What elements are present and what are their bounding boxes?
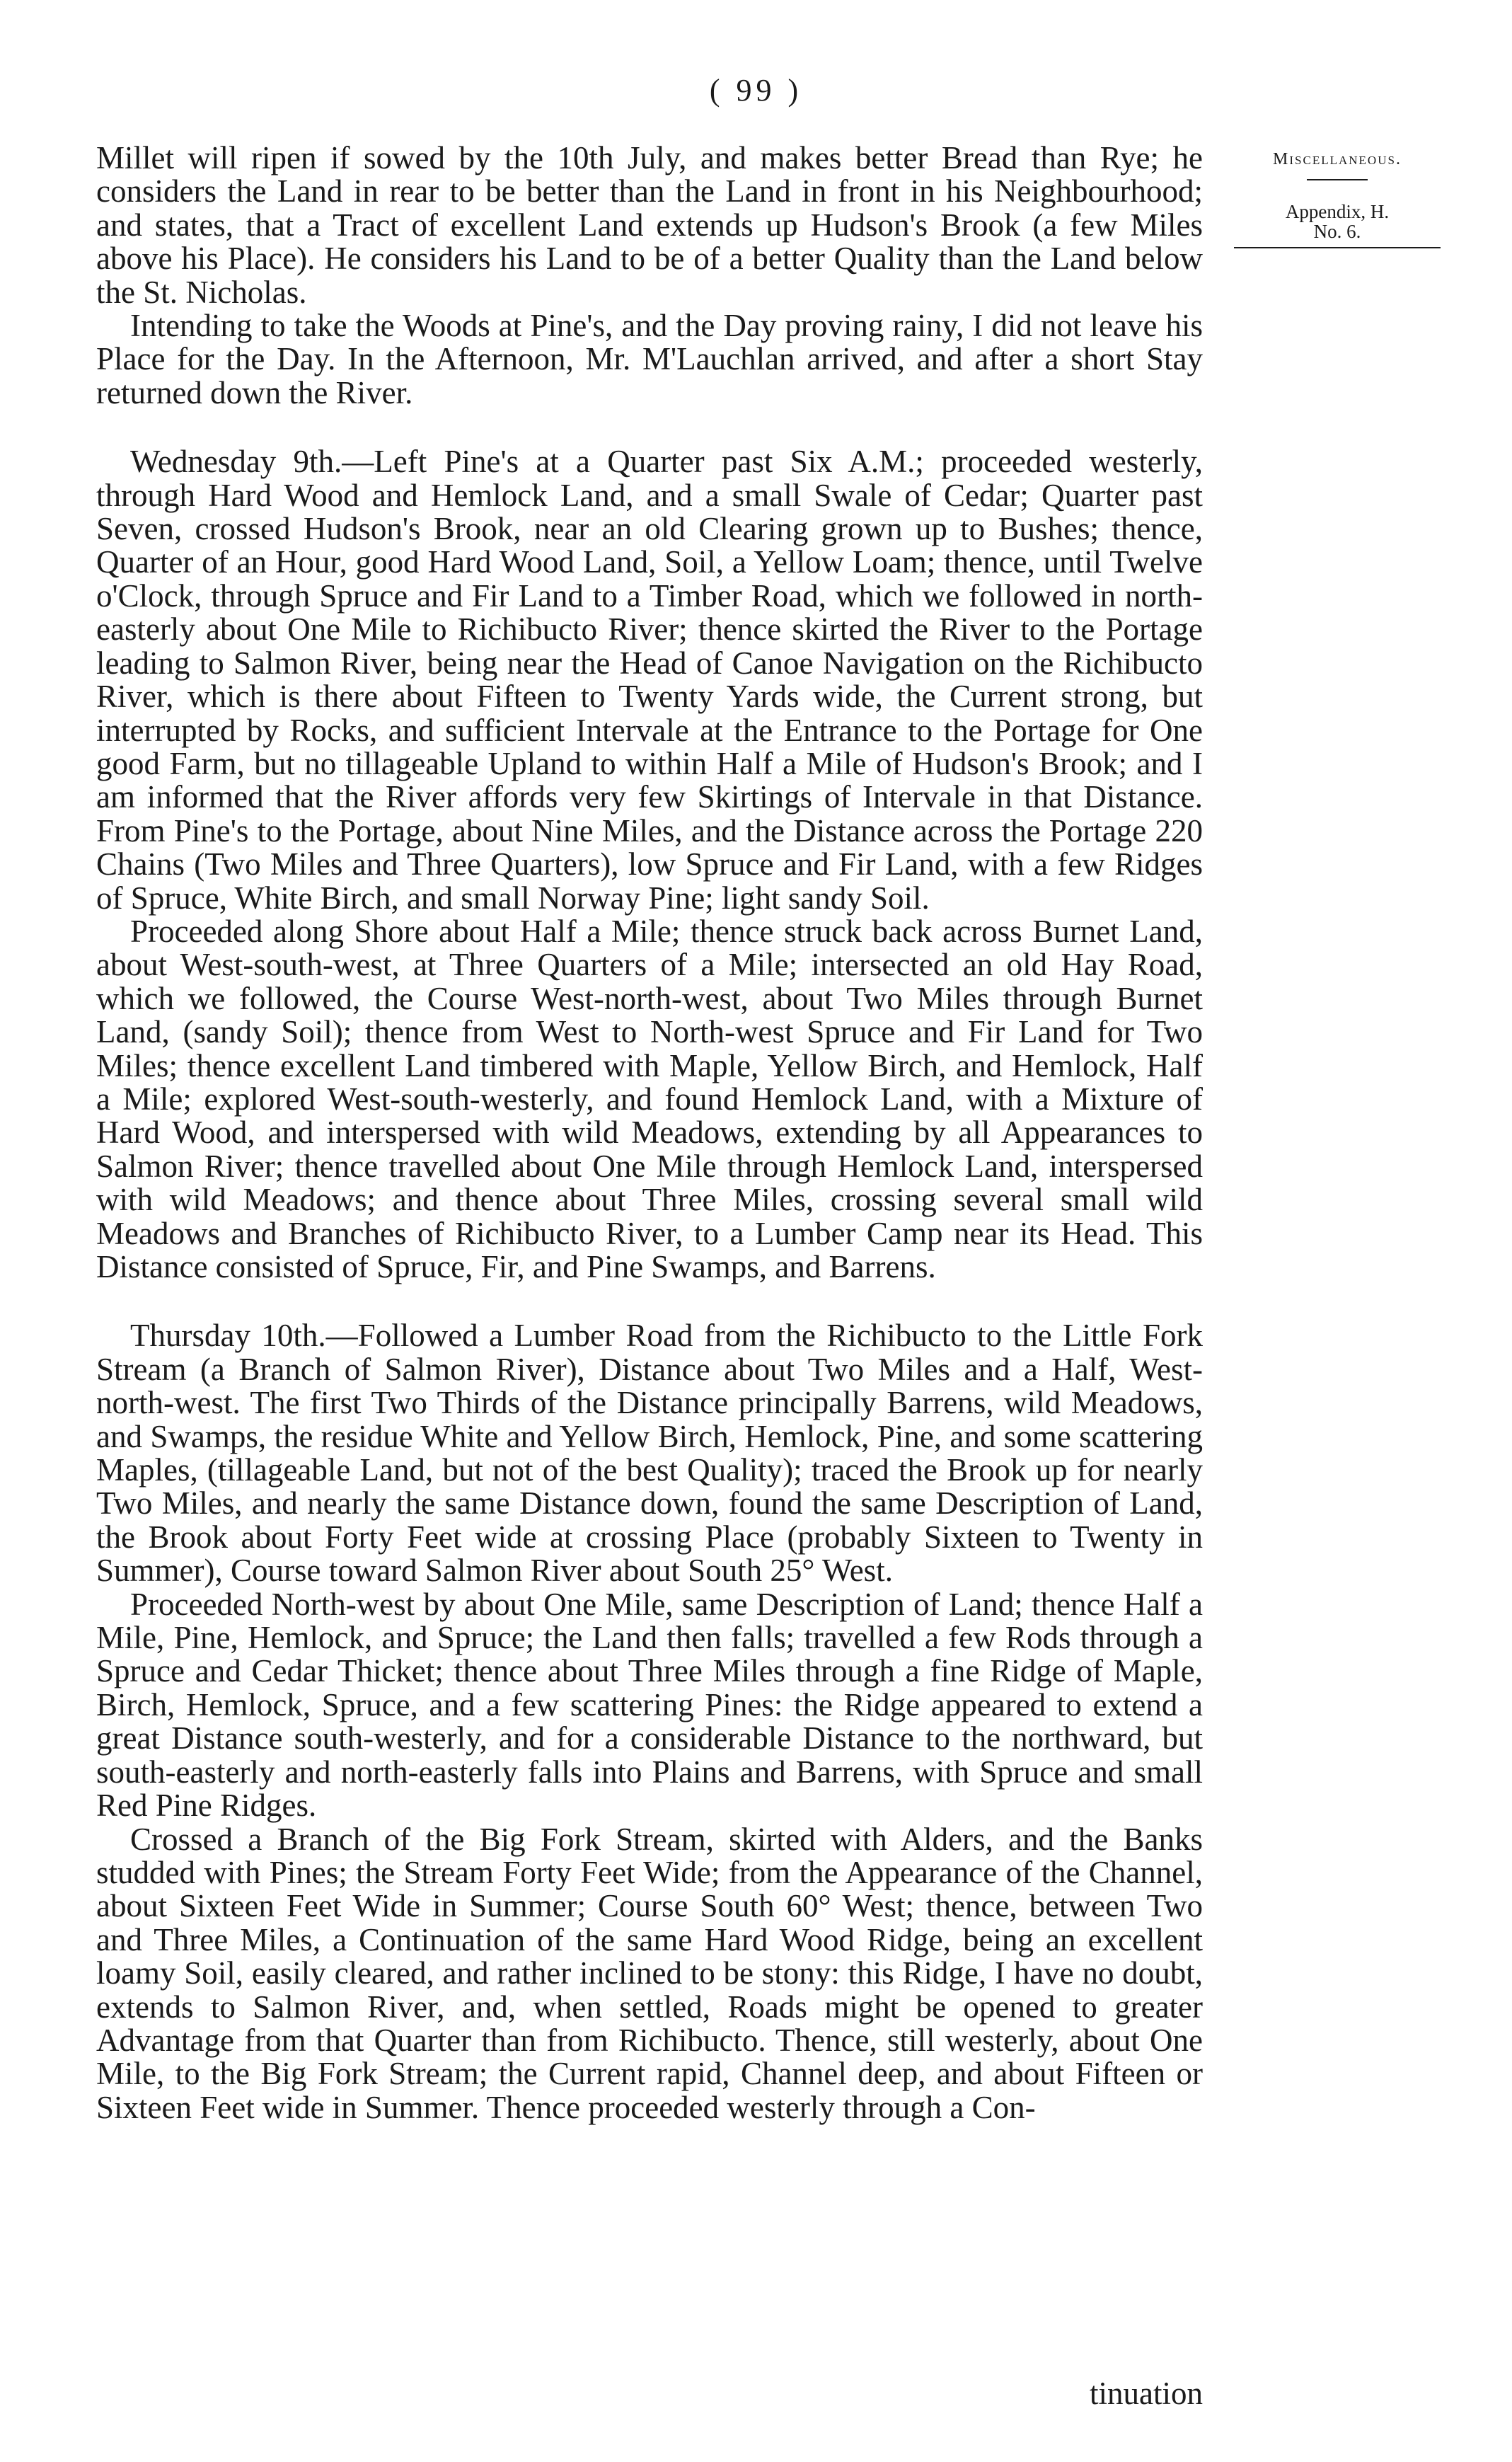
margin-appendix-line1: Appendix, H. [1285,201,1390,222]
page-number: ( 99 ) [709,73,803,108]
margin-rule-short [1307,179,1368,180]
paragraph-thursday: Thursday 10th.—Followed a Lumber Road from the Richibucto to the Little Fork Stream (a Branch of Salmon River), Distance about Two Miles and a Half, West-north-west. The first Two Thirds of the Distance principally Barrens, wild Meadows, and Swamps, the residue White and Yellow Birch, Hemlock, Pine, and some scattering Maples, (tillageable Land, but not of the best Quality); traced the Brook up for nearly Two Miles, and nearly the same Distance down, found the same Description of Land, the Brook about Forty Feet wide at crossing Place (probably Sixteen to Twenty in Summer), Course toward Salmon River about South 25° West. [96,1318,1203,1589]
main-text [96,142,1203,2124]
margin-note [1231,150,1443,248]
paragraph-intending: Intending to take the Woods at Pine's, and the Day proving rainy, I did not leave his Place for the Day. In the Afternoon, Mr. M'Lauchlan arrived, and after a short Stay returned down the River. [96,308,1203,410]
catchword: tinuation [1090,2376,1203,2411]
margin-appendix-line2: No. 6. [1313,221,1361,242]
margin-rule-long [1234,247,1441,248]
paragraph-proceeded-shore: Proceeded along Shore about Half a Mile; thence struck back across Burnet Land, about West-south-west, at Three Quarters of a Mile; intersected an old Hay Road, which we followed, the Course West-north-west, about Two Miles through Burnet Land, (sandy Soil); thence from West to North-west Spruce and Fir Land for Two Miles; thence excellent Land timbered with Maple, Yellow Birch, and Hemlock, Half a Mile; explored West-south-westerly, and found Hemlock Land, with a Mixture of Hard Wood, and interspersed with wild Meadows, extending by all Appearances to Salmon River; thence travelled about One Mile through Hemlock Land, interspersed with wild Meadows; and thence about Three Miles, crossing several small wild Meadows and Branches of Richibucto River, to a Lumber Camp near its Head. This Distance consisted of Spruce, Fir, and Pine Swamps, and Barrens. [96,913,1203,1284]
paragraph-millet: Millet will ripen if sowed by the 10th July, and makes better Bread than Rye; he considers the Land in rear to be better than the Land in front in his Neighbourhood; and states, that a Tract of excellent Land extends up Hudson's Brook (a few Miles above his Place). He considers his Land to be of a better Quality than the Land below the St. Nicholas. [96,140,1203,310]
paragraph-crossed-branch: Crossed a Branch of the Big Fork Stream, skirted with Alders, and the Banks studded with Pines; the Stream Forty Feet Wide; from the Appearance of the Channel, about Sixteen Feet Wide in Summer; Course South 60° West; thence, between Two and Three Miles, a Continuation of the same Hard Wood Ridge, being an excellent loamy Soil, easily cleared, and rather inclined to be stony: this Ridge, I have no doubt, extends to Salmon River, and, when settled, Roads might be opened to greater Advantage from that Quarter than from Richibucto. Thence, still westerly, about One Mile, to the Big Fork Stream; the Current rapid, Channel deep, and about Fifteen or Sixteen Feet wide in Summer. Thence proceeded westerly through a Con- [96,1821,1203,2125]
paragraph-proceeded-northwest: Proceeded North-west by about One Mile, same Description of Land; thence Half a Mile, Pine, Hemlock, and Spruce; the Land then falls; travelled a few Rods through a Spruce and Cedar Thicket; thence about Three Miles through a fine Ridge of Maple, Birch, Hemlock, Spruce, and a few scattering Pines: the Ridge appeared to extend a great Distance south-westerly, and for a considerable Distance to the northward, but south-easterly and north-easterly falls into Plains and Barrens, with Spruce and small Red Pine Ridges. [96,1586,1203,1824]
margin-appendix-reference [1231,202,1443,241]
paragraph-wednesday: Wednesday 9th.—Left Pine's at a Quarter past Six A.M.; proceeded westerly, through Hard Wood and Hemlock Land, and a small Swale of Cedar; Quarter past Seven, crossed Hudson's Brook, near an old Clearing grown up to Bushes; thence, Quarter of an Hour, good Hard Wood Land, Soil, a Yellow Loam; thence, until Twelve o'Clock, through Spruce and Fir Land to a Timber Road, which we followed in north-easterly about One Mile to Richibucto River; thence skirted the River to the Portage leading to Salmon River, being near the Head of Canoe Navigation on the Richibucto River, which is there about Fifteen to Twenty Yards wide, the Current strong, but interrupted by Rocks, and sufficient Intervale at the Entrance to the Portage for One good Farm, but no tillageable Upland to within Half a Mile of Hudson's Brook; and I am informed that the River affords very few Skirtings of Intervale in that Distance. From Pine's to the Portage, about Nine Miles, and the Distance across the Portage 220 Chains (Two Miles and Three Quarters), low Spruce and Fir Land, with a few Ridges of Spruce, White Birch, and small Norway Pine; light sandy Soil. [96,444,1203,916]
margin-heading: Miscellaneous. [1273,150,1402,168]
